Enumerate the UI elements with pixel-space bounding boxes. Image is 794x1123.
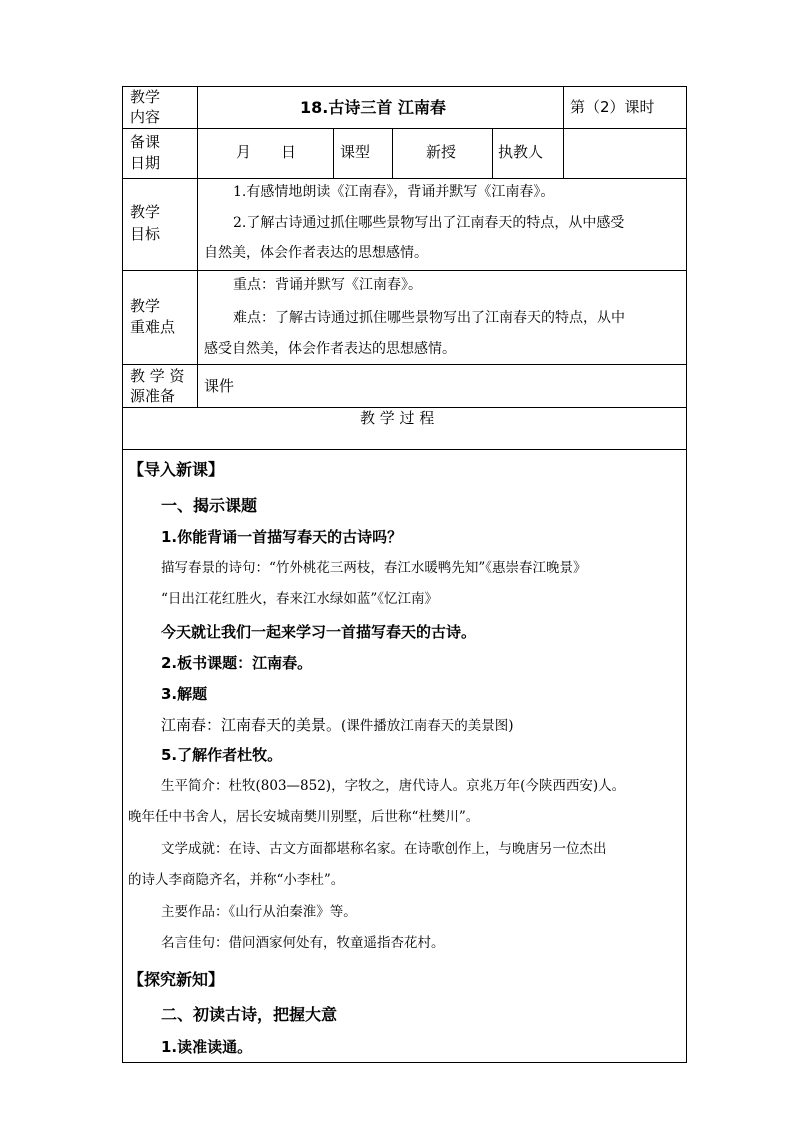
type-label: 课型 bbox=[340, 143, 371, 161]
keypoint-label-line1: 教学 bbox=[130, 297, 161, 315]
keypoint-line-3: 感受自然美，体会作者表达的思想感情。 bbox=[204, 341, 456, 357]
poem-line-1: 描写春景的诗句：“竹外桃花三两枝，春江水暖鸭先知”《惠崇春江晚景》 bbox=[161, 560, 587, 576]
section-import-heading: 【导入新课】 bbox=[128, 460, 225, 479]
question-2: 2.板书课题：江南春。 bbox=[161, 654, 313, 672]
type-value: 新授 bbox=[426, 143, 457, 161]
date-divider bbox=[333, 128, 334, 178]
question-1: 1.你能背诵一首描写春天的古诗吗？ bbox=[161, 528, 403, 546]
famous-quote: 名言佳句：借问酒家何处有，牧童遥指杏花村。 bbox=[161, 935, 445, 951]
subheading-reveal-topic: 一、揭示课题 bbox=[161, 496, 258, 515]
question-5: 5.了解作者杜牧。 bbox=[161, 746, 283, 764]
goal-line-2: 2.了解古诗通过抓住哪些景物写出了江南春天的特点，从中感受 bbox=[233, 215, 625, 231]
explanation-text: 江南春：江南春天的美景。 bbox=[161, 716, 342, 734]
teacher-divider bbox=[563, 128, 564, 178]
keypoint-line-1: 重点：背诵并默写《江南春》。 bbox=[233, 277, 422, 293]
table-rule-2 bbox=[122, 178, 687, 179]
goal-label-line1: 教学 bbox=[130, 203, 161, 221]
resource-value: 课件 bbox=[204, 377, 235, 395]
lesson-period: 第（2）课时 bbox=[570, 98, 655, 116]
table-border-bottom bbox=[122, 1062, 687, 1063]
bio-line-1: 生平简介：杜牧(803—852)，字牧之，唐代诗人。京兆万年(今陕西西安)人。 bbox=[161, 778, 626, 794]
period-divider bbox=[563, 86, 564, 128]
table-border-right bbox=[686, 86, 687, 1063]
main-works: 主要作品：《山行从泊秦淮》等。 bbox=[161, 904, 357, 920]
resource-label-line2: 源准备 bbox=[130, 387, 176, 405]
table-border-top bbox=[122, 86, 687, 87]
table-rule-6 bbox=[122, 449, 687, 450]
table-rule-4 bbox=[122, 364, 687, 365]
keypoint-label-line2: 重难点 bbox=[130, 318, 176, 336]
process-header: 教 学 过 程 bbox=[360, 409, 435, 427]
type-value-divider bbox=[492, 128, 493, 178]
question-3: 3.解题 bbox=[161, 685, 208, 703]
table-rule-1 bbox=[122, 128, 687, 129]
explanation-note: (课件播放江南春天的美景图) bbox=[341, 718, 514, 734]
intro-sentence: 今天就让我们一起来学习一首描写春天的古诗。 bbox=[161, 623, 477, 641]
goal-label-line2: 目标 bbox=[130, 225, 161, 243]
label-column-divider bbox=[197, 86, 198, 407]
subheading-first-reading: 二、初读古诗，把握大意 bbox=[161, 1005, 338, 1024]
content-label-line1: 教学 bbox=[130, 88, 161, 106]
goal-line-3: 自然美，体会作者表达的思想感情。 bbox=[204, 245, 428, 261]
poem-line-2: “日出江花红胜火，春来江水绿如蓝”《忆江南》 bbox=[161, 591, 439, 607]
date-value: 月 日 bbox=[236, 143, 297, 161]
bio-line-2: 晚年任中书舍人，居长安城南樊川别墅，后世称“杜樊川”。 bbox=[128, 809, 480, 825]
goal-line-1: 1.有感情地朗读《江南春》，背诵并默写《江南春》。 bbox=[233, 184, 555, 200]
table-border-left bbox=[122, 86, 123, 1063]
content-label-line2: 内容 bbox=[130, 108, 161, 126]
table-rule-5 bbox=[122, 407, 687, 408]
reading-step-1: 1.读准读通。 bbox=[161, 1038, 253, 1056]
resource-label-line1: 教 学 资 bbox=[130, 367, 185, 385]
table-rule-3 bbox=[122, 270, 687, 271]
explanation bbox=[161, 718, 514, 734]
lesson-title: 18.古诗三首 江南春 bbox=[300, 98, 446, 117]
literature-line-2: 的诗人李商隐齐名，并称“小李杜”。 bbox=[128, 872, 345, 888]
type-divider bbox=[392, 128, 393, 178]
keypoint-line-2: 难点：了解古诗通过抓住哪些景物写出了江南春天的特点，从中 bbox=[233, 310, 625, 326]
section-explore-heading: 【探究新知】 bbox=[128, 970, 225, 989]
teacher-label: 执教人 bbox=[498, 143, 544, 161]
date-label-line1: 备课 bbox=[130, 133, 161, 151]
date-label-line2: 日期 bbox=[130, 154, 161, 172]
literature-line-1: 文学成就：在诗、古文方面都堪称名家。在诗歌创作上，与晚唐另一位杰出 bbox=[161, 841, 607, 857]
